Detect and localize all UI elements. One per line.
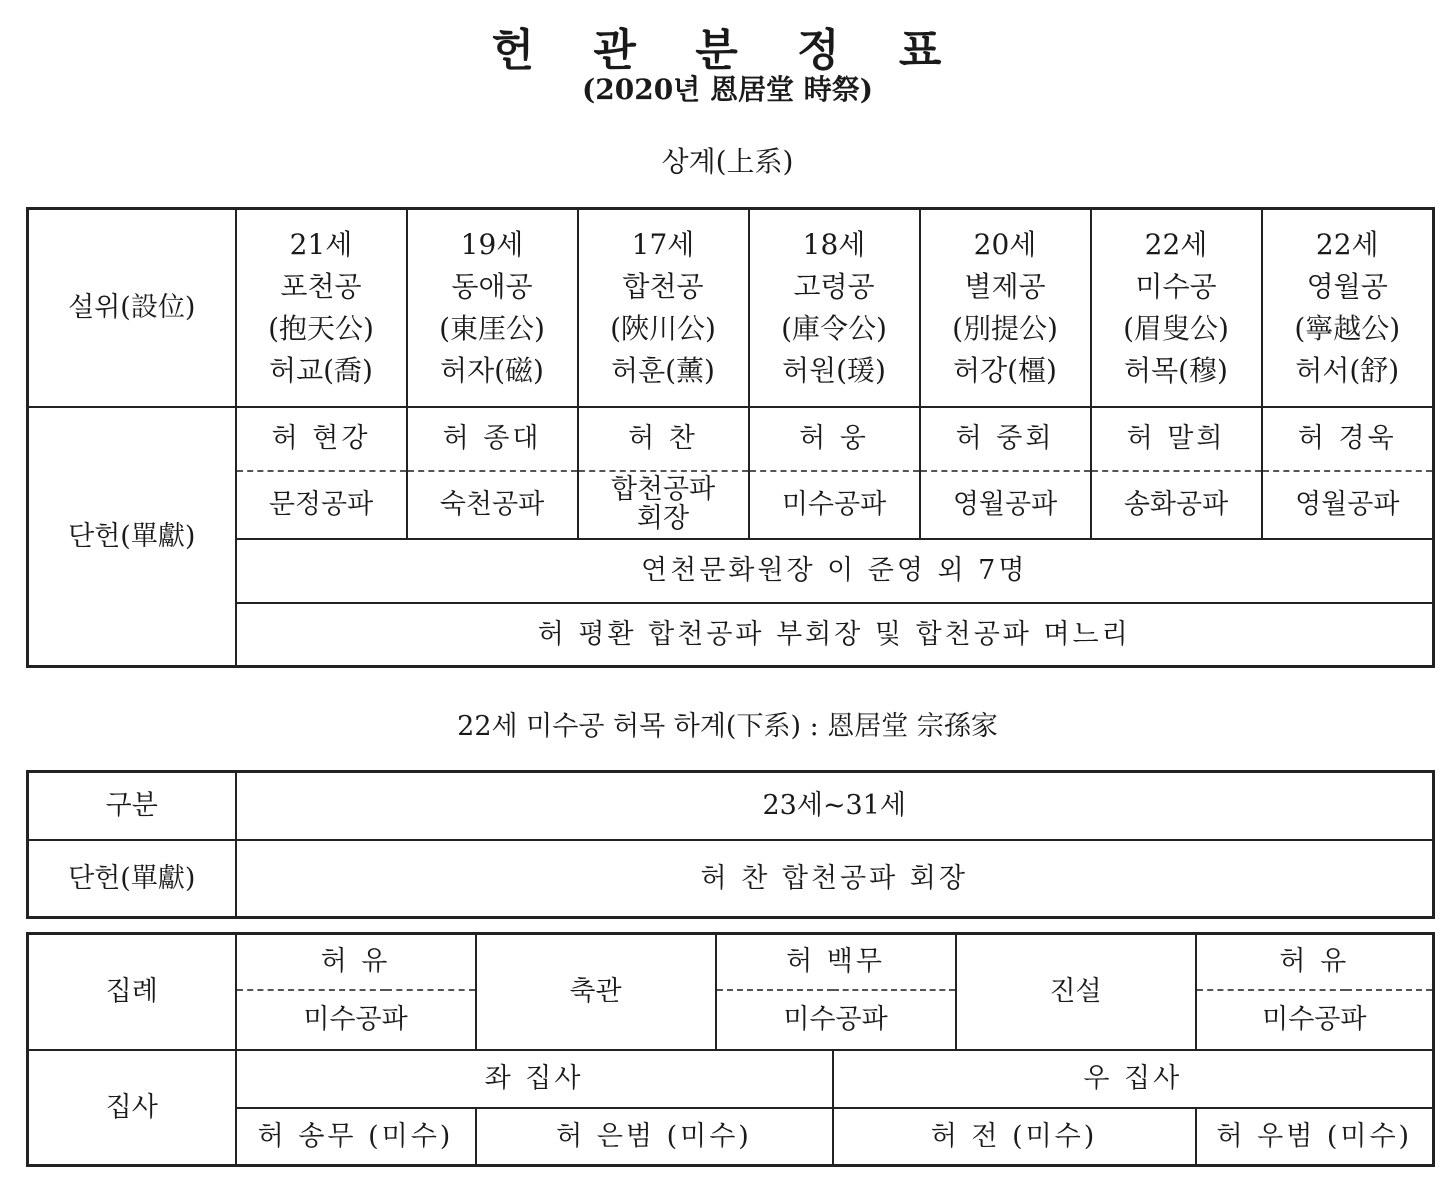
offerer-branch: 미수공파 xyxy=(749,471,920,539)
right-jipsa-heading: 우 집사 xyxy=(833,1050,1434,1108)
gubun-label: 구분 xyxy=(28,772,236,840)
chukgwan-name: 허 백무 xyxy=(716,934,956,990)
jipsa-member: 허 송무 (미수) xyxy=(236,1108,476,1166)
offerer-branch: 송화공파 xyxy=(1091,471,1262,539)
ancestor-cell: 20세 별제공 (別提公) 허강(橿) xyxy=(920,209,1091,407)
offerer-name: 허 웅 xyxy=(749,407,920,471)
offerer-name: 허 말희 xyxy=(1091,407,1262,471)
jinseol-name: 허 유 xyxy=(1196,934,1434,990)
chukgwan-branch: 미수공파 xyxy=(716,990,956,1050)
extra-offerers-line: 허 평환 합천공파 부회장 및 합천공파 며느리 xyxy=(236,603,1434,667)
gubun-value: 23세~31세 xyxy=(236,772,1434,840)
jipsa-member: 허 전 (미수) xyxy=(833,1108,1196,1166)
ancestor-cell: 17세 합천공 (陜川公) 허훈(薰) xyxy=(578,209,749,407)
upper-table xyxy=(26,207,1435,668)
jiprye-name: 허 유 xyxy=(236,934,476,990)
ancestor-cell: 19세 동애공 (東厓公) 허자(磁) xyxy=(407,209,578,407)
lower-section-heading: 22세 미수공 허목 하계(下系) : 恩居堂 宗孫家 xyxy=(457,711,998,742)
offerer-branch: 숙천공파 xyxy=(407,471,578,539)
danheon-row-label: 단헌(單獻) xyxy=(28,407,236,667)
setup-row-label: 설위(設位) xyxy=(28,209,236,407)
ancestor-cell: 21세 포천공 (抱天公) 허교(喬) xyxy=(236,209,407,407)
offerer-name: 허 중회 xyxy=(920,407,1091,471)
offerer-name: 허 종대 xyxy=(407,407,578,471)
offerer-branch: 합천공파 회장 xyxy=(578,471,749,539)
jinseol-branch: 미수공파 xyxy=(1196,990,1434,1050)
danheon-value: 허 찬 합천공파 회장 xyxy=(236,840,1434,918)
chukgwan-label: 축관 xyxy=(476,934,716,1050)
offerer-name: 허 찬 xyxy=(578,407,749,471)
jiprye-label: 집례 xyxy=(28,934,236,1050)
ancestor-cell: 22세 영월공 (寧越公) 허서(舒) xyxy=(1262,209,1434,407)
jinseol-label: 진설 xyxy=(956,934,1196,1050)
page-subtitle: (2020년 恩居堂 時祭) xyxy=(582,73,873,106)
page-title: 헌 관 분 정 표 xyxy=(491,25,964,76)
offerer-name: 허 현강 xyxy=(236,407,407,471)
ancestor-cell: 22세 미수공 (眉叟公) 허목(穆) xyxy=(1091,209,1262,407)
jipsa-member: 허 은범 (미수) xyxy=(476,1108,833,1166)
upper-section-heading: 상계(上系) xyxy=(661,145,794,178)
jiprye-branch: 미수공파 xyxy=(236,990,476,1050)
extra-offerers-line: 연천문화원장 이 준영 외 7명 xyxy=(236,539,1434,603)
danheon-label: 단헌(單獻) xyxy=(28,840,236,918)
offerer-branch: 문정공파 xyxy=(236,471,407,539)
lower-roles-table xyxy=(26,932,1435,1167)
jipsa-label: 집사 xyxy=(28,1050,236,1166)
ancestor-cell: 18세 고령공 (庫令公) 허원(瑗) xyxy=(749,209,920,407)
lower-summary-table xyxy=(26,770,1435,919)
offerer-branch: 영월공파 xyxy=(1262,471,1434,539)
offerer-name: 허 경욱 xyxy=(1262,407,1434,471)
left-jipsa-heading: 좌 집사 xyxy=(236,1050,833,1108)
offerer-branch: 영월공파 xyxy=(920,471,1091,539)
jipsa-member: 허 우범 (미수) xyxy=(1196,1108,1434,1166)
